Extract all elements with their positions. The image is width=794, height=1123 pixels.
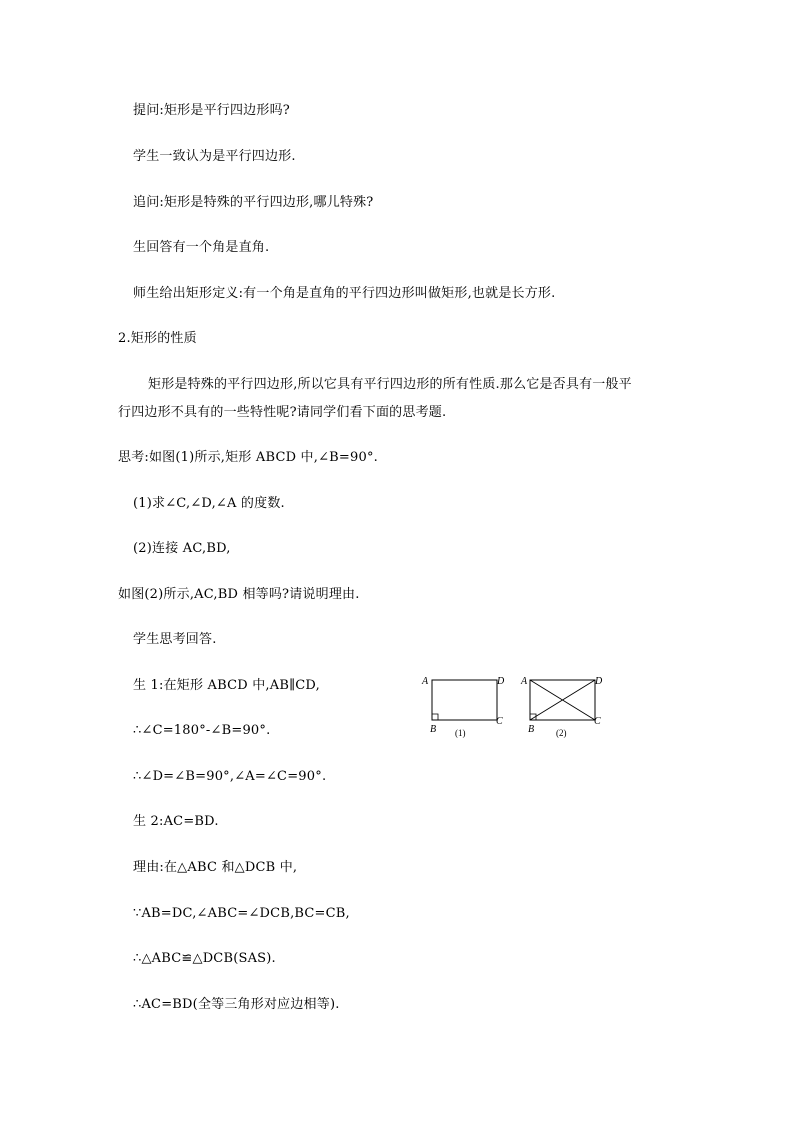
- text-line-2: 学生一致认为是平行四边形.: [133, 149, 296, 164]
- figure-1: [418, 670, 518, 744]
- text-line-21: ∴AC=BD(全等三角形对应边相等).: [133, 997, 340, 1012]
- text-line-1: 提问:矩形是平行四边形吗?: [133, 103, 290, 118]
- label-c: C: [594, 716, 601, 727]
- text-line-17: 生 2:AC=BD.: [133, 814, 219, 829]
- text-line-19: ∵AB=DC,∠ABC=∠DCB,BC=CB,: [133, 906, 350, 921]
- text-line-10: (1)求∠C,∠D,∠A 的度数.: [133, 496, 285, 511]
- figure-2-caption: (2): [556, 728, 567, 738]
- figure-2: [518, 670, 618, 744]
- text-line-18: 理由:在△ABC 和△DCB 中,: [133, 860, 298, 875]
- label-b: B: [528, 724, 535, 735]
- text-line-16: ∴∠D=∠B=90°,∠A=∠C=90°.: [133, 769, 327, 784]
- text-line-20: ∴△ABC≌△DCB(SAS).: [133, 951, 276, 966]
- figure-1-caption: (1): [455, 728, 466, 738]
- text-line-4: 生回答有一个角是直角.: [133, 240, 270, 255]
- label-c: C: [496, 716, 503, 727]
- label-a: A: [521, 676, 528, 687]
- text-line-14: 生 1:在矩形 ABCD 中,AB∥CD,: [133, 678, 320, 693]
- right-angle-mark: [432, 714, 438, 720]
- label-d: D: [497, 676, 505, 687]
- text-line-13: 学生思考回答.: [133, 632, 217, 647]
- rectangle-abcd: [432, 680, 497, 720]
- label-b: B: [430, 724, 437, 735]
- text-line-9: 思考:如图(1)所示,矩形 ABCD 中,∠B=90°.: [118, 450, 378, 465]
- text-line-5: 师生给出矩形定义:有一个角是直角的平行四边形叫做矩形,也就是长方形.: [133, 286, 556, 301]
- text-line-7: 矩形是特殊的平行四边形,所以它具有平行四边形的所有性质.那么它是否具有一般平: [148, 377, 632, 392]
- text-line-8: 行四边形不具有的一些特性呢?请同学们看下面的思考题.: [118, 405, 447, 420]
- figure-1-svg: [418, 670, 518, 744]
- label-a: A: [422, 676, 429, 687]
- text-line-11: (2)连接 AC,BD,: [133, 541, 231, 556]
- text-line-12: 如图(2)所示,AC,BD 相等吗?请说明理由.: [118, 587, 360, 602]
- figure-2-svg: [518, 670, 618, 744]
- text-line-3: 追问:矩形是特殊的平行四边形,哪儿特殊?: [133, 195, 374, 210]
- text-line-15: ∴∠C=180°-∠B=90°.: [133, 723, 271, 738]
- section-heading: 2.矩形的性质: [118, 331, 197, 346]
- label-d: D: [595, 676, 603, 687]
